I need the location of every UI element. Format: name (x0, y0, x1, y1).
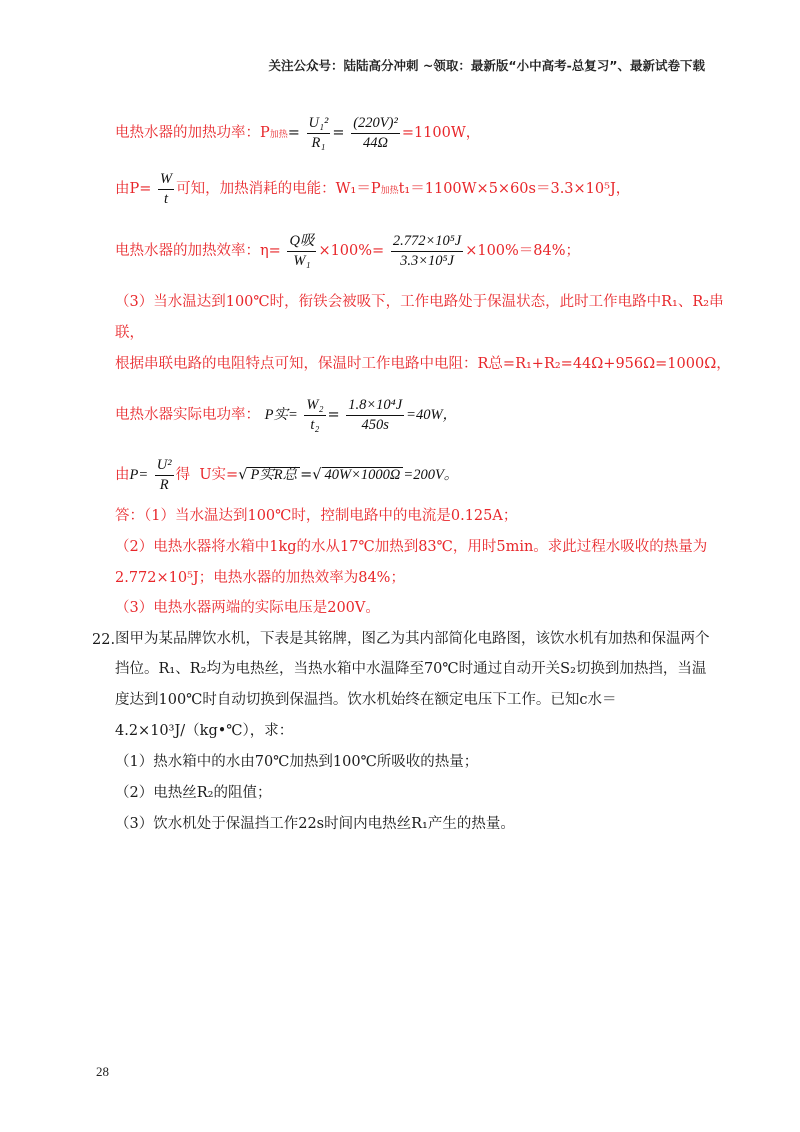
answer-line-2: （2）电热水器将水箱中1kg的水从17℃加热到83℃，用时5min。求此过程水吸收的热量为 (115, 539, 708, 555)
fraction-q-over-w1: $\frac{\text{Q吸}}{\text{W₁}}$ (289, 233, 315, 269)
heating-power-line: 电热水器的加热功率：P加热= $\frac{\text{U₁²}}{\text{R₁}}$ = $\frac{\text{(220V)²}}{44\Omega}$ =1100W， (115, 115, 481, 151)
question-number: 22. (92, 632, 116, 648)
fraction-w2-over-t2: $\frac{\text{W₂}}{\text{t₂}}$ (306, 397, 324, 433)
question-line-3: 度达到100℃时自动切换到保温挡。饮水机始终在额定电压下工作。已知c水＝ (115, 692, 617, 708)
fraction-u2-over-r1: $\frac{\text{U₁²}}{\text{R₁}}$ (308, 115, 329, 151)
question-line-5: （1）热水箱中的水由70℃加热到100℃所吸收的热量； (115, 754, 479, 770)
fraction-u2-over-r: $\frac{\text{U²}}{R}$ (156, 457, 172, 493)
part3-line2: 联， (115, 325, 144, 341)
question-line-2: 挡位。R₁、R₂均为电热丝，当热水箱中水温降至70℃时通过自动开关S₂切换到加热挡，当温 (115, 661, 707, 677)
answer-line-1: 答：（1）当水温达到100℃时，控制电路中的电流是0.125A； (115, 508, 518, 524)
fraction-w-over-t: $\frac{W}{t}$ (160, 171, 173, 207)
actual-power-line: 电热水器实际电功率： P实= $\frac{\text{W₂}}{\text{t₂}}$ = $\frac{\text{1.8×10⁴J}}{450s}$ =40W， (115, 397, 458, 433)
page-header: 关注公众号：陆陆高分冲刺 ~领取：最新版“小中高考-总复习”、最新试卷下载 (268, 58, 705, 73)
energy-line: 由P= $\frac{W}{t}$ 可知，加热消耗的电能：W₁＝P加热t₁＝1100W×5×60s＝3.3×10⁵J， (115, 171, 631, 207)
part3-line1: （3）当水温达到100℃时，衔铁会被吸下，工作电路处于保温状态，此时工作电路中R₁、R₂串 (115, 294, 724, 310)
fraction-220v-over-44ohm: $\frac{\text{(220V)²}}{44\Omega}$ (353, 115, 398, 151)
fraction-actual-power-values: $\frac{\text{1.8×10⁴J}}{450s}$ (348, 397, 403, 433)
answer-line-4: （3）电热水器两端的实际电压是200V。 (115, 600, 380, 616)
page-number: 28 (96, 1064, 109, 1079)
series-resistance-line: 根据串联电路的电阻特点可知，保温时工作电路中电阻：R总=R₁+R₂=44Ω+956Ω=1000Ω， (115, 356, 731, 372)
question-line-6: （2）电热丝R₂的阻值； (115, 785, 272, 801)
question-line-1: 图甲为某品牌饮水机，下表是其铭牌，图乙为其内部简化电路图，该饮水机有加热和保温两个 (115, 631, 710, 647)
fraction-efficiency-values: $\frac{\text{2.772×10⁵J}}{\text{3.3×10⁵J}}$ (392, 233, 462, 269)
answer-line-3: 2.772×10⁵J；电热水器的加热效率为84%； (115, 570, 405, 586)
efficiency-line: 电热水器的加热效率：η= $\frac{\text{Q吸}}{\text{W₁}}$ ×100%= $\frac{\text{2.772×10⁵J}}{\text{3.3×10⁵J}}$ ×100%＝84%； (115, 233, 581, 269)
question-line-7: （3）饮水机处于保温挡工作22s时间内电热丝R₁产生的热量。 (115, 816, 515, 832)
actual-voltage-line: 由P= $\frac{\text{U²}}{R}$ 得 U实=√ P实R总 =√ 40W×1000Ω =200V。 (115, 457, 459, 493)
question-line-4: 4.2×10³J/（kg•℃），求： (115, 723, 294, 739)
